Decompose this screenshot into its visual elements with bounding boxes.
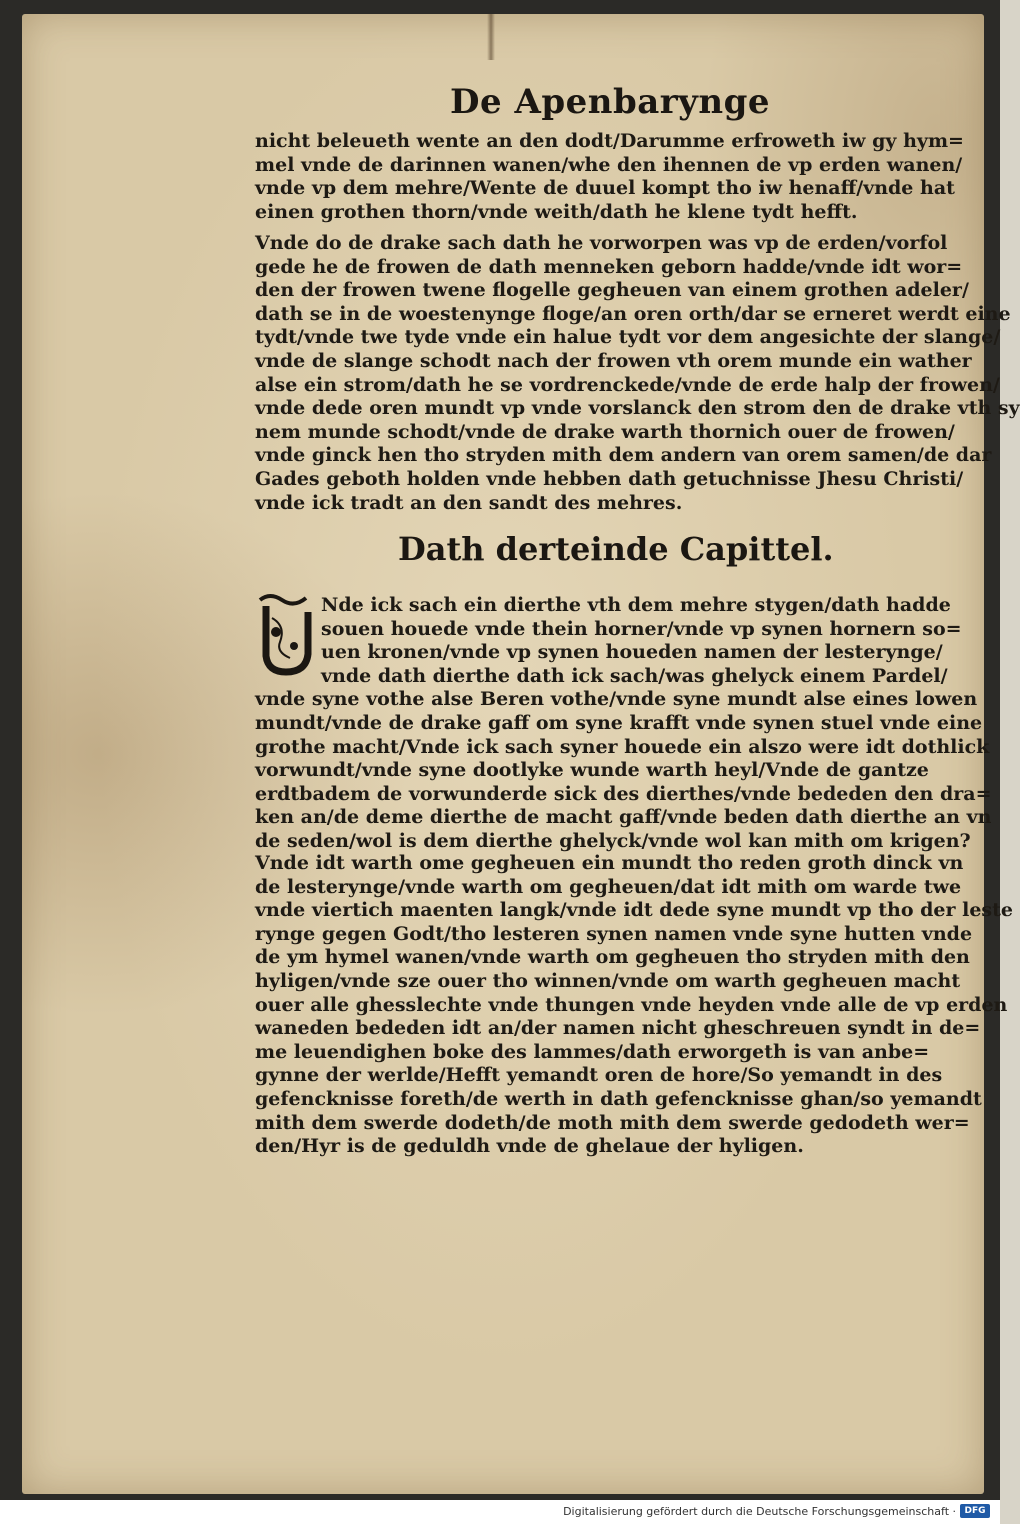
text-line: Nde ick sach ein dierthe vth dem mehre stygen/dath hadde <box>321 594 951 616</box>
text-line: gede he de frowen de dath menneken geborn hadde/vnde idt wor= <box>255 255 963 278</box>
text-line: gynne der werlde/Hefft yemandt oren de hore/So yemandt in des <box>255 1064 943 1087</box>
text-line: vnde syne vothe alse Beren vothe/vnde syne mundt alse eines lowen <box>255 688 978 711</box>
text-line: Vnde do de drake sach dath he vorworpen was vp de erden/vorfol <box>255 232 948 254</box>
text-line: rynge gegen Godt/tho lesteren synen namen vnde syne hutten vnde <box>255 922 973 945</box>
paragraph-2 <box>255 232 1020 515</box>
text-line: einen grothen thorn/vnde weith/dath he klene tydt hefft. <box>255 200 858 223</box>
text-line: vnde vp dem mehre/Wente de duuel kompt tho iw henaff/vnde hat <box>255 177 955 200</box>
text-line: de seden/wol is dem dierthe ghelyck/vnde wol kan mith om krigen? <box>255 829 971 852</box>
text-line: vorwundt/vnde syne dootlyke wunde warth heyl/Vnde de gantze <box>255 759 929 782</box>
text-line: Gades geboth holden vnde hebben dath getuchnisse Jhesu Christi/ <box>255 467 964 490</box>
text-line: nem munde schodt/vnde de drake warth thornich ouer de frowen/ <box>255 420 955 443</box>
text-line: erdtbadem de vorwunderde sick des dierthes/vnde bededen den dra= <box>255 782 992 805</box>
text-line: vnde de slange schodt nach der frowen vth orem munde ein wather <box>255 349 972 372</box>
text-line: vnde dede oren mundt vp vnde vorslanck den strom den de drake vth sy <box>255 397 1020 420</box>
text-line: me leuendighen boke des lammes/dath erworgeth is van anbe= <box>255 1040 930 1063</box>
paragraph-3 <box>255 594 992 854</box>
text-line: gefencknisse foreth/de werth in dath gefencknisse ghan/so yemandt <box>255 1087 982 1110</box>
text-line: de lesterynge/vnde warth om gegheuen/dat idt mith om warde twe <box>255 875 962 898</box>
text-line: mith dem swerde dodeth/de moth mith dem swerde gedodeth wer= <box>255 1111 970 1134</box>
text-line: mundt/vnde de drake gaff om syne krafft vnde synen stuel vnde eine <box>255 711 983 734</box>
text-line: de ym hymel wanen/vnde warth om gegheuen tho stryden mith den <box>255 946 970 969</box>
text-line: Vnde idt warth ome gegheuen ein mundt tho reden groth dinck vn <box>255 852 964 874</box>
chapter-heading: Dath derteinde Capittel. <box>398 530 834 568</box>
text-line: nicht beleueth wente an den dodt/Darumme erfroweth iw gy hym= <box>255 130 964 152</box>
text-line: ken an/de deme dierthe de macht gaff/vnde beden dath dierthe an vn <box>255 806 992 829</box>
text-line: waneden bededen idt an/der namen nicht gheschreuen syndt in de= <box>255 1017 981 1040</box>
text-line: ouer alle ghesslechte vnde thungen vnde heyden vnde alle de vp erden <box>255 993 1008 1016</box>
text-line: souen houede vnde thein horner/vnde vp synen hornern so= <box>321 617 962 640</box>
text-line: den der frowen twene flogelle gegheuen van einem grothen adeler/ <box>255 279 969 302</box>
text-line: mel vnde de darinnen wanen/whe den ihennen de vp erden wanen/ <box>255 153 963 176</box>
text-line: dath se in de woestenynge floge/an oren orth/dar se erneret werdt eine <box>255 302 1011 325</box>
text-line: hyligen/vnde sze ouer tho winnen/vnde om warth gegheuen macht <box>255 969 961 992</box>
dfg-logo[interactable]: DFG <box>960 1504 990 1518</box>
running-head: De Apenbarynge <box>450 82 771 122</box>
text-line: tydt/vnde twe tyde vnde ein halue tydt vor dem angesichte der slange/ <box>255 326 1001 349</box>
paragraph-4 <box>255 852 1013 1159</box>
text-line: den/Hyr is de geduldh vnde de ghelaue der hyligen. <box>255 1135 804 1158</box>
funding-credit: Digitalisierung gefördert durch die Deutsche Forschungsgemeinschaft · <box>563 1505 956 1518</box>
text-line: vnde ginck hen tho stryden mith dem andern van orem samen/de dar <box>255 444 992 467</box>
page-crease <box>487 14 495 60</box>
text-line: vnde ick tradt an den sandt des mehres. <box>255 491 683 514</box>
paragraph-1 <box>255 130 964 224</box>
text-line: uen kronen/vnde vp synen houeden namen der lesterynge/ <box>321 641 943 664</box>
text-line: vnde dath dierthe dath ick sach/was ghelyck einem Pardel/ <box>321 664 948 687</box>
text-line: grothe macht/Vnde ick sach syner houede ein alszo were idt dothlick <box>255 735 990 758</box>
text-line: vnde viertich maenten langk/vnde idt dede syne mundt vp tho der leste <box>255 899 1013 922</box>
text-line: alse ein strom/dath he se vordrenckede/vnde de erde halp der frowen/ <box>255 373 1000 396</box>
